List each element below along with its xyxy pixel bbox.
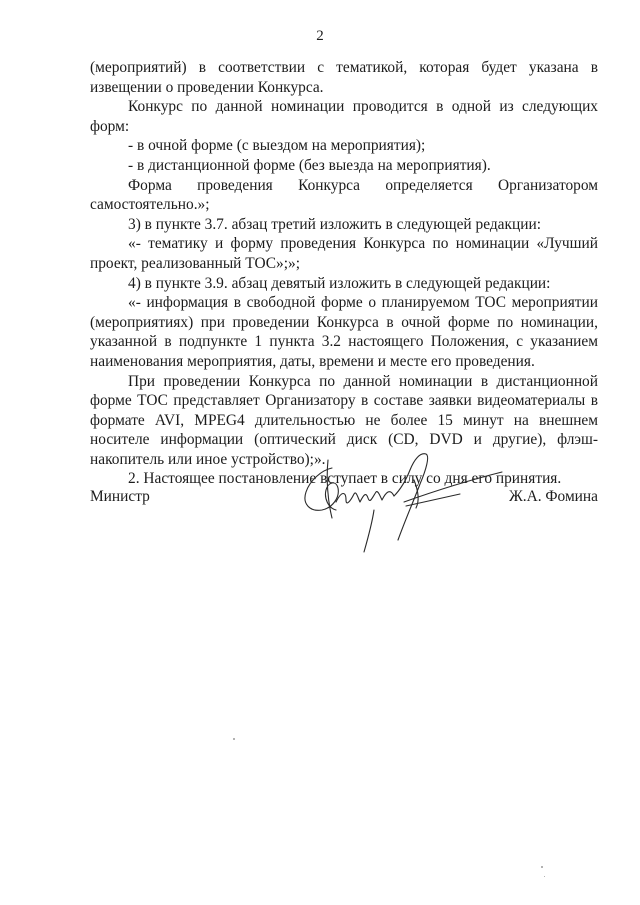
paragraph-line: форм:: [90, 117, 130, 135]
page-number: 2: [316, 28, 324, 44]
paragraph: 3) в пункте 3.7. абзац третий изложить в следующей редакции:: [128, 215, 541, 233]
paragraph-line: формате AVI, MPEG4 длительностью не более 15 минут на внешнем: [90, 411, 598, 429]
paragraph-line: форме ТОС представляет Организатору в составе заявки видеоматериалы в: [90, 392, 598, 410]
scan-speck: [233, 738, 235, 740]
paragraph: (мероприятий) в соответствии с тематикой, которая будет указана в: [90, 59, 598, 76]
paragraph-line: накопитель или иное устройство);».: [90, 450, 326, 468]
paragraph: При проведении Конкурса по данной номинации в дистанционной: [128, 372, 598, 390]
scan-speck: [541, 866, 543, 868]
paragraph: «- тематику и форму проведения Конкурса по номинации «Лучший: [128, 235, 598, 253]
paragraph-line: наименования мероприятия, даты, времени и месте его проведения.: [90, 352, 535, 370]
paragraph-line: носителе информации (оптический диск (CD, DVD и другие), флэш-: [90, 431, 598, 449]
scan-speck: [544, 876, 545, 877]
paragraph: 4) в пункте 3.9. абзац девятый изложить в следующей редакции:: [128, 274, 551, 292]
paragraph-line: проект, реализованный ТОС»;»;: [90, 254, 300, 272]
paragraph: Конкурс по данной номинации проводится в одной из следующих: [128, 98, 598, 116]
list-item: - в очной форме (с выездом на мероприятия);: [128, 137, 426, 155]
paragraph-line: (мероприятиях) при проведении Конкурса в очной форме по номинации,: [90, 313, 598, 331]
paragraph: «- информация в свободной форме о планируемом ТОС мероприятии: [128, 294, 598, 312]
paragraph-line: указанной в подпункте 1 пункта 3.2 настоящего Положения, с указанием: [90, 333, 598, 351]
paragraph: Форма проведения Конкурса определяется Организатором: [128, 176, 598, 194]
handwritten-signature: [292, 440, 522, 560]
paragraph: 2. Настоящее постановление вступает в силу со дня его принятия.: [128, 470, 562, 488]
signer-name: Ж.А. Фомина: [508, 488, 598, 505]
paragraph-line: самостоятельно.»;: [90, 196, 210, 214]
signer-title: Министр: [90, 488, 150, 505]
document-body: [90, 58, 598, 489]
list-item: - в дистанционной форме (без выезда на мероприятия).: [128, 156, 491, 174]
paragraph-line: извещении о проведении Конкурса.: [90, 78, 324, 96]
